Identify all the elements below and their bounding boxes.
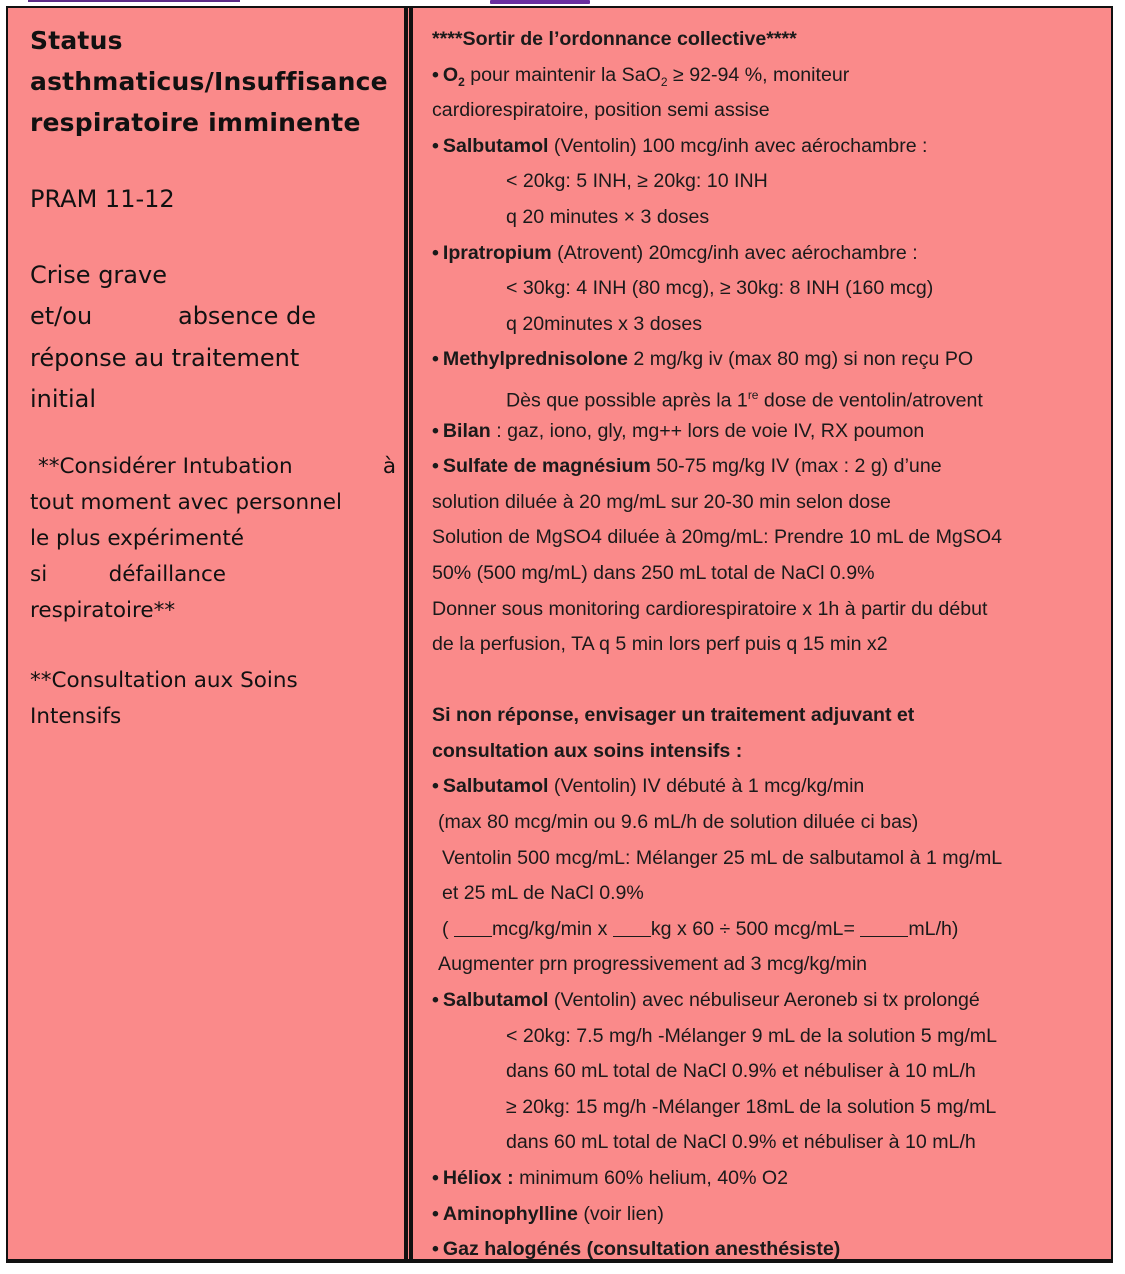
ipratropium-freq: q 20minutes x 3 doses [506,312,703,335]
salbutamol-inh-dose: < 20kg: 5 INH, ≥ 20kg: 10 INH [506,170,768,193]
drug-text: 50-75 mg/kg IV (max : 2 g) d’une [650,455,942,478]
bilan-item [432,414,1101,450]
salbutamol-neb-line: dans 60 mL total de NaCl 0.9% et nébuliser à 10 mL/h [506,1060,976,1083]
intubation-line-4 [30,557,226,593]
header-title-fragment [490,0,590,4]
crise-line-2 [30,296,316,338]
formula-open: ( [442,917,454,940]
drug-text: (voir lien) [577,1202,664,1225]
o2-name-text: O [442,63,459,86]
salbutamol-neb-line: < 20kg: 7.5 mg/h -Mélanger 9 mL de la solution 5 mg/mL [506,1024,998,1047]
note-text-end: dose de ventolin/atrovent [758,389,983,412]
drug-text: : gaz, iono, gly, mg++ lors de voie IV, RX poumon [490,419,925,442]
bullet: • [432,989,439,1012]
bullet: • [432,1167,439,1189]
salbutamol-inh-freq: q 20 minutes × 3 doses [506,205,710,228]
consultation-line-2: Intensifs [30,703,122,729]
salbutamol-iv-item [432,769,1101,805]
salbutamol-iv-prep: Ventolin 500 mcg/mL: Mélanger 25 mL de salbutamol à 1 mg/mL [442,846,1003,869]
ipratropium-dose: < 30kg: 4 INH (80 mcg), ≥ 30kg: 8 INH (160 mcg) [506,277,934,300]
intubation-line-3: le plus expérimenté [30,525,245,551]
crise-line-4: initial [30,385,96,413]
drug-name: Ipratropium [442,241,552,264]
consultation-line-1: **Consultation aux Soins [30,667,298,693]
magnesium-line: de la perfusion, TA q 5 min lors perf puis q 15 min x2 [432,633,888,656]
drug-text: (Atrovent) 20mcg/inh avec aérochambre : [551,241,918,264]
formula-part-2: kg x 60 ÷ 500 mcg/mL= [650,917,861,940]
magnesium-line: Donner sous monitoring cardiorespiratoire x 1h à partir du début [432,597,988,620]
drug-name: Salbutamol [442,989,549,1012]
non-reponse-line-2: consultation aux soins intensifs : [432,739,743,762]
salbutamol-neb-item [432,983,1101,1019]
blank-kg-field[interactable] [613,916,651,937]
drug-name: Aminophylline [442,1202,578,1225]
o2-text: pour maintenir la SaO [464,63,661,86]
salbutamol-iv-max: (max 80 mcg/min ou 9.6 mL/h de solution diluée ci bas) [438,811,919,834]
ipratropium-item [432,236,1101,272]
drug-name: Salbutamol [442,775,549,798]
note-text: Dès que possible après la 1 [506,389,748,412]
note-sup: re [747,387,759,402]
non-reponse-line-1: Si non réponse, envisager un traitement adjuvant et [432,704,915,727]
o2-text-sub: 2 [660,74,668,89]
left-column [8,8,408,1259]
drug-text: 2 mg/kg iv (max 80 mg) si non reçu PO [627,348,974,371]
blank-mcg-field[interactable] [454,916,492,937]
drug-text: (Ventolin) avec nébuliseur Aeroneb si tx prolongé [548,989,980,1012]
bullet: • [432,1202,439,1225]
blank-mlh-field[interactable] [860,916,908,937]
o2-name [442,63,465,89]
condition-title-line-1: Status [30,26,123,55]
salbutamol-iv-prep-2: et 25 mL de NaCl 0.9% [442,882,644,905]
magnesium-item [432,449,1101,485]
formula-part-1: mcg/kg/min x [491,917,613,940]
intubation-text: **Considérer Intubation [38,453,293,479]
drug-name: Bilan [442,419,491,442]
o2-text-end: ≥ 92-94 %, moniteur [667,63,850,86]
o2-item [432,58,1101,94]
heliox-item [432,1161,1101,1197]
crise-line-1: Crise grave [30,260,167,289]
o2-line-2: cardiorespiratoire, position semi assise [432,99,770,122]
dose-formula [432,912,1101,948]
drug-name: Sulfate de magnésium [442,455,651,478]
crise-word-etou: et/ou [30,302,93,330]
ordonnance-title: ****Sortir de l’ordonnance collective**** [432,28,797,50]
bullet: • [432,419,439,442]
gaz-halogenes-item [432,1232,1101,1268]
o2-name-sub: 2 [458,74,465,89]
header-underline-fragment [28,0,240,2]
salbutamol-iv-increase: Augmenter prn progressivement ad 3 mcg/kg/min [438,953,868,976]
magnesium-line: solution diluée à 20 mg/mL sur 20-30 min selon dose [432,490,891,513]
intubation-line-1 [30,449,396,485]
bullet: • [432,134,439,157]
intubation-a: à [382,453,396,479]
bullet: • [432,348,439,371]
drug-text: minimum 60% helium, 40% O2 [513,1167,789,1189]
bullet: • [432,1238,439,1261]
drug-name: Salbutamol [442,134,549,157]
bullet: • [432,63,439,86]
bullet: • [432,775,439,798]
intubation-line-2: tout moment avec personnel [30,489,342,515]
pram-score: PRAM 11-12 [30,185,175,213]
drug-name: Methylprednisolone [442,348,628,371]
bullet: • [432,241,439,264]
intubation-line-5: respiratoire** [30,597,176,623]
salbutamol-neb-line: ≥ 20kg: 15 mg/h -Mélanger 18mL de la solution 5 mg/mL [506,1095,997,1118]
crise-line-3: réponse au traitement [30,343,300,372]
aminophylline-item [432,1197,1101,1233]
salbutamol-inh-item [432,129,1101,165]
condition-title-line-2: asthmaticus/Insuffisance [30,67,388,96]
magnesium-line: 50% (500 mg/mL) dans 250 mL total de NaCl 0.9% [432,561,875,584]
drug-name: Héliox : [442,1167,514,1189]
intubation-defaillance: défaillance [108,561,226,587]
drug-text: (Ventolin) IV débuté à 1 mcg/kg/min [548,775,865,798]
condition-title-line-3: respiratoire imminente [30,108,361,137]
salbutamol-neb-line: dans 60 mL total de NaCl 0.9% et nébuliser à 10 mL/h [506,1131,976,1154]
drug-text: (Ventolin) 100 mcg/inh avec aérochambre : [548,134,928,157]
crise-word-absence: absence de [177,302,316,330]
formula-part-3: mL/h) [908,917,959,940]
right-column [408,8,1111,1259]
bullet: • [432,455,439,478]
methylprednisolone-note [432,378,1101,414]
magnesium-line: Solution de MgSO4 diluée à 20mg/mL: Prendre 10 mL de MgSO4 [432,526,1002,549]
protocol-table [6,6,1113,1263]
intubation-si: si [30,561,48,587]
methylprednisolone-item [432,342,1101,378]
drug-name: Gaz halogénés (consultation anesthésiste) [442,1238,841,1261]
